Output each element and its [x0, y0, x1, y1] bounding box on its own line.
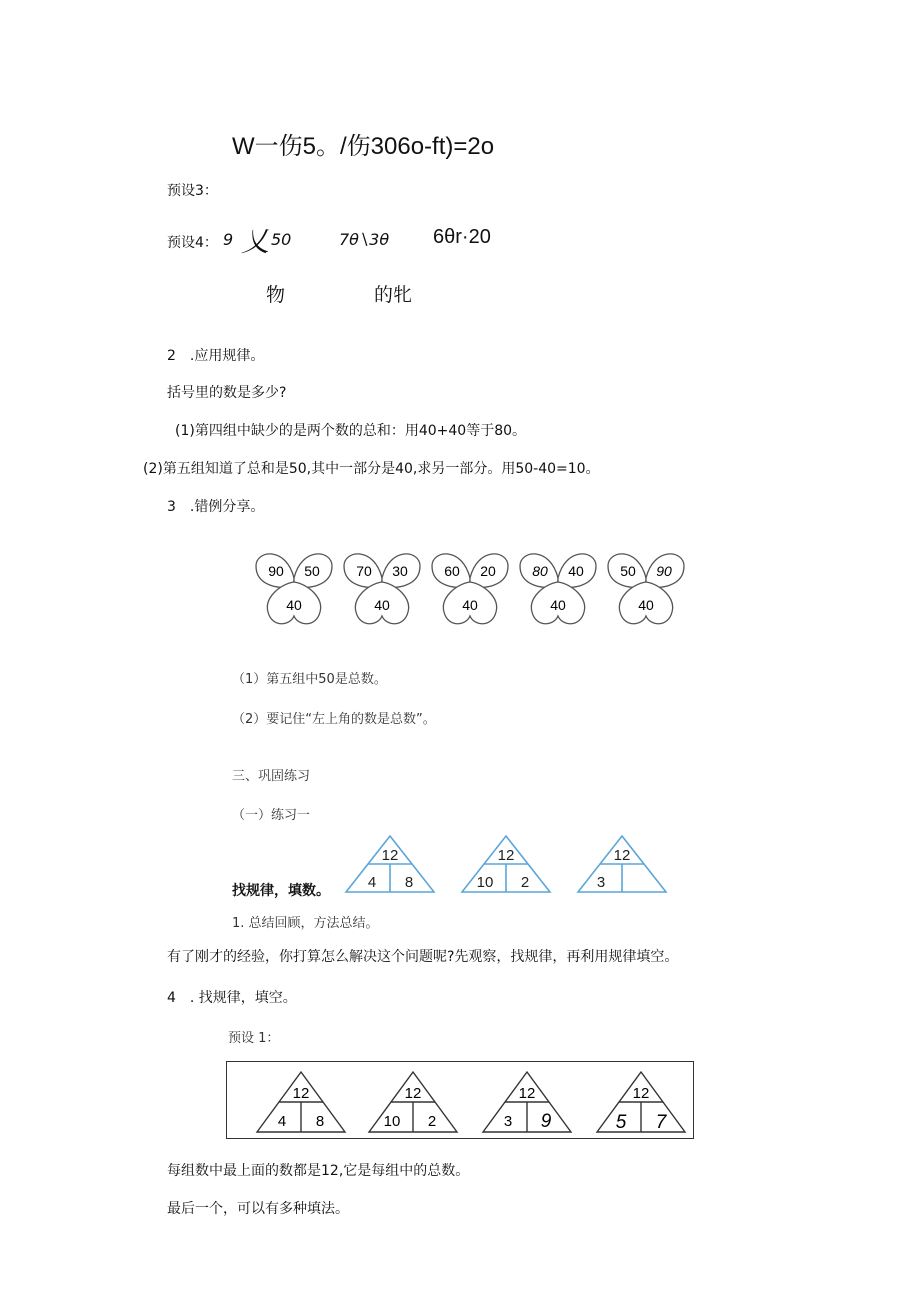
triangle-1-top: 12	[381, 847, 399, 864]
clover-2-c: 40	[374, 597, 390, 613]
preset-4-b: 乂	[241, 225, 270, 258]
experience-text: 有了刚才的经验，你打算怎么解决这个问题呢?先观察，找规律，再利用规律填空。	[167, 949, 679, 965]
clover-4	[520, 554, 596, 624]
clover-2-b: 30	[392, 563, 408, 579]
triangle-row-1	[340, 834, 680, 896]
section-2-title: 2 .应用规律。	[167, 348, 265, 364]
triangle-3	[578, 836, 666, 892]
triangle-b3-left: 3	[503, 1113, 513, 1130]
clover-1-a: 90	[268, 563, 284, 579]
clover-3-c: 40	[462, 597, 478, 613]
preset-1-label: 预设 1：	[228, 1031, 280, 1046]
formula-line: W一伤5。/伤306o-ft)=2o	[232, 133, 495, 160]
triangle-2-right: 2	[520, 874, 530, 891]
clover-4-c: 40	[550, 597, 566, 613]
preset-4-label: 预设4：	[167, 235, 218, 251]
section-2-point-1: (1)第四组中缺少的是两个数的总和：用40+40等于80。	[175, 423, 527, 439]
clover-4-a: 80	[532, 563, 548, 579]
clover-3	[432, 554, 508, 624]
clover-5-a: 50	[620, 563, 636, 579]
triangle-b4-left: 5	[615, 1112, 627, 1133]
triangle-3-top: 12	[613, 847, 631, 864]
clover-2-a: 70	[356, 563, 372, 579]
triangle-b1-top: 12	[292, 1085, 310, 1102]
preset-3: 预设3：	[167, 183, 218, 199]
triangle-3-left: 3	[596, 874, 606, 891]
section-4-title: 4 . 找规律，填空。	[167, 990, 297, 1006]
triangle-b4	[597, 1072, 685, 1133]
triangle-b2-top: 12	[404, 1085, 422, 1102]
clover-3-b: 20	[480, 563, 496, 579]
triangle-b4-top: 12	[632, 1085, 650, 1102]
section-2-question: 括号里的数是多少?	[167, 385, 287, 401]
clover-3-a: 60	[444, 563, 460, 579]
triangle-1	[346, 836, 434, 892]
clover-5	[608, 554, 684, 624]
triangle-2-top: 12	[497, 847, 515, 864]
preset-4-d: 7θ∖3θ	[339, 230, 390, 249]
triangle-b1-left: 4	[277, 1113, 287, 1130]
clover-2	[344, 554, 420, 624]
triangle-b2-left: 10	[383, 1113, 401, 1130]
triangle-2-left: 10	[476, 874, 494, 891]
preset-4-c: 50	[271, 230, 292, 249]
triangle-b3	[483, 1072, 571, 1132]
clover-1-b: 50	[304, 563, 320, 579]
clover-5-c: 40	[638, 597, 654, 613]
practice-sub: （一）练习一	[232, 808, 311, 823]
scan-word-2: 的牝	[374, 284, 413, 306]
note-1: （1）第五组中50是总数。	[232, 672, 387, 687]
clover-1-c: 40	[286, 597, 302, 613]
scan-word-1: 物	[266, 284, 286, 306]
triangle-b3-top: 12	[518, 1085, 536, 1102]
preset-4-e: 6θr·20	[433, 226, 491, 248]
triangle-b1-right: 8	[315, 1113, 325, 1130]
practice-heading: 三、巩固练习	[232, 769, 311, 784]
preset-4-a: 9	[223, 230, 234, 249]
triangle-1-left: 4	[367, 874, 377, 891]
practice-find: 找规律，填数。	[232, 883, 330, 899]
triangle-b2	[369, 1072, 457, 1132]
triangle-2	[462, 836, 550, 892]
triangle-b4-right: 7	[655, 1112, 667, 1133]
closing-1: 每组数中最上面的数都是12,它是每组中的总数。	[167, 1163, 470, 1179]
note-2: （2）要记住“左上角的数是总数”。	[232, 712, 436, 727]
section-3-title: 3 .错例分享。	[167, 499, 265, 515]
clover-1	[256, 554, 332, 624]
triangle-row-2	[227, 1062, 693, 1138]
triangle-1-right: 8	[404, 874, 414, 891]
triangle-b3-right: 9	[540, 1111, 552, 1132]
practice-summary: 1. 总结回顾，方法总结。	[232, 916, 379, 931]
preset-1-box	[226, 1061, 694, 1139]
section-2-point-2: (2)第五组知道了总和是50,其中一部分是40,求另一部分。用50-40=10。	[143, 461, 600, 477]
triangle-b2-right: 2	[427, 1113, 437, 1130]
clover-figure	[248, 542, 698, 638]
clover-5-b: 90	[656, 563, 672, 579]
closing-2: 最后一个，可以有多种填法。	[167, 1201, 349, 1217]
clover-4-b: 40	[568, 563, 584, 579]
triangle-b1	[257, 1072, 345, 1132]
